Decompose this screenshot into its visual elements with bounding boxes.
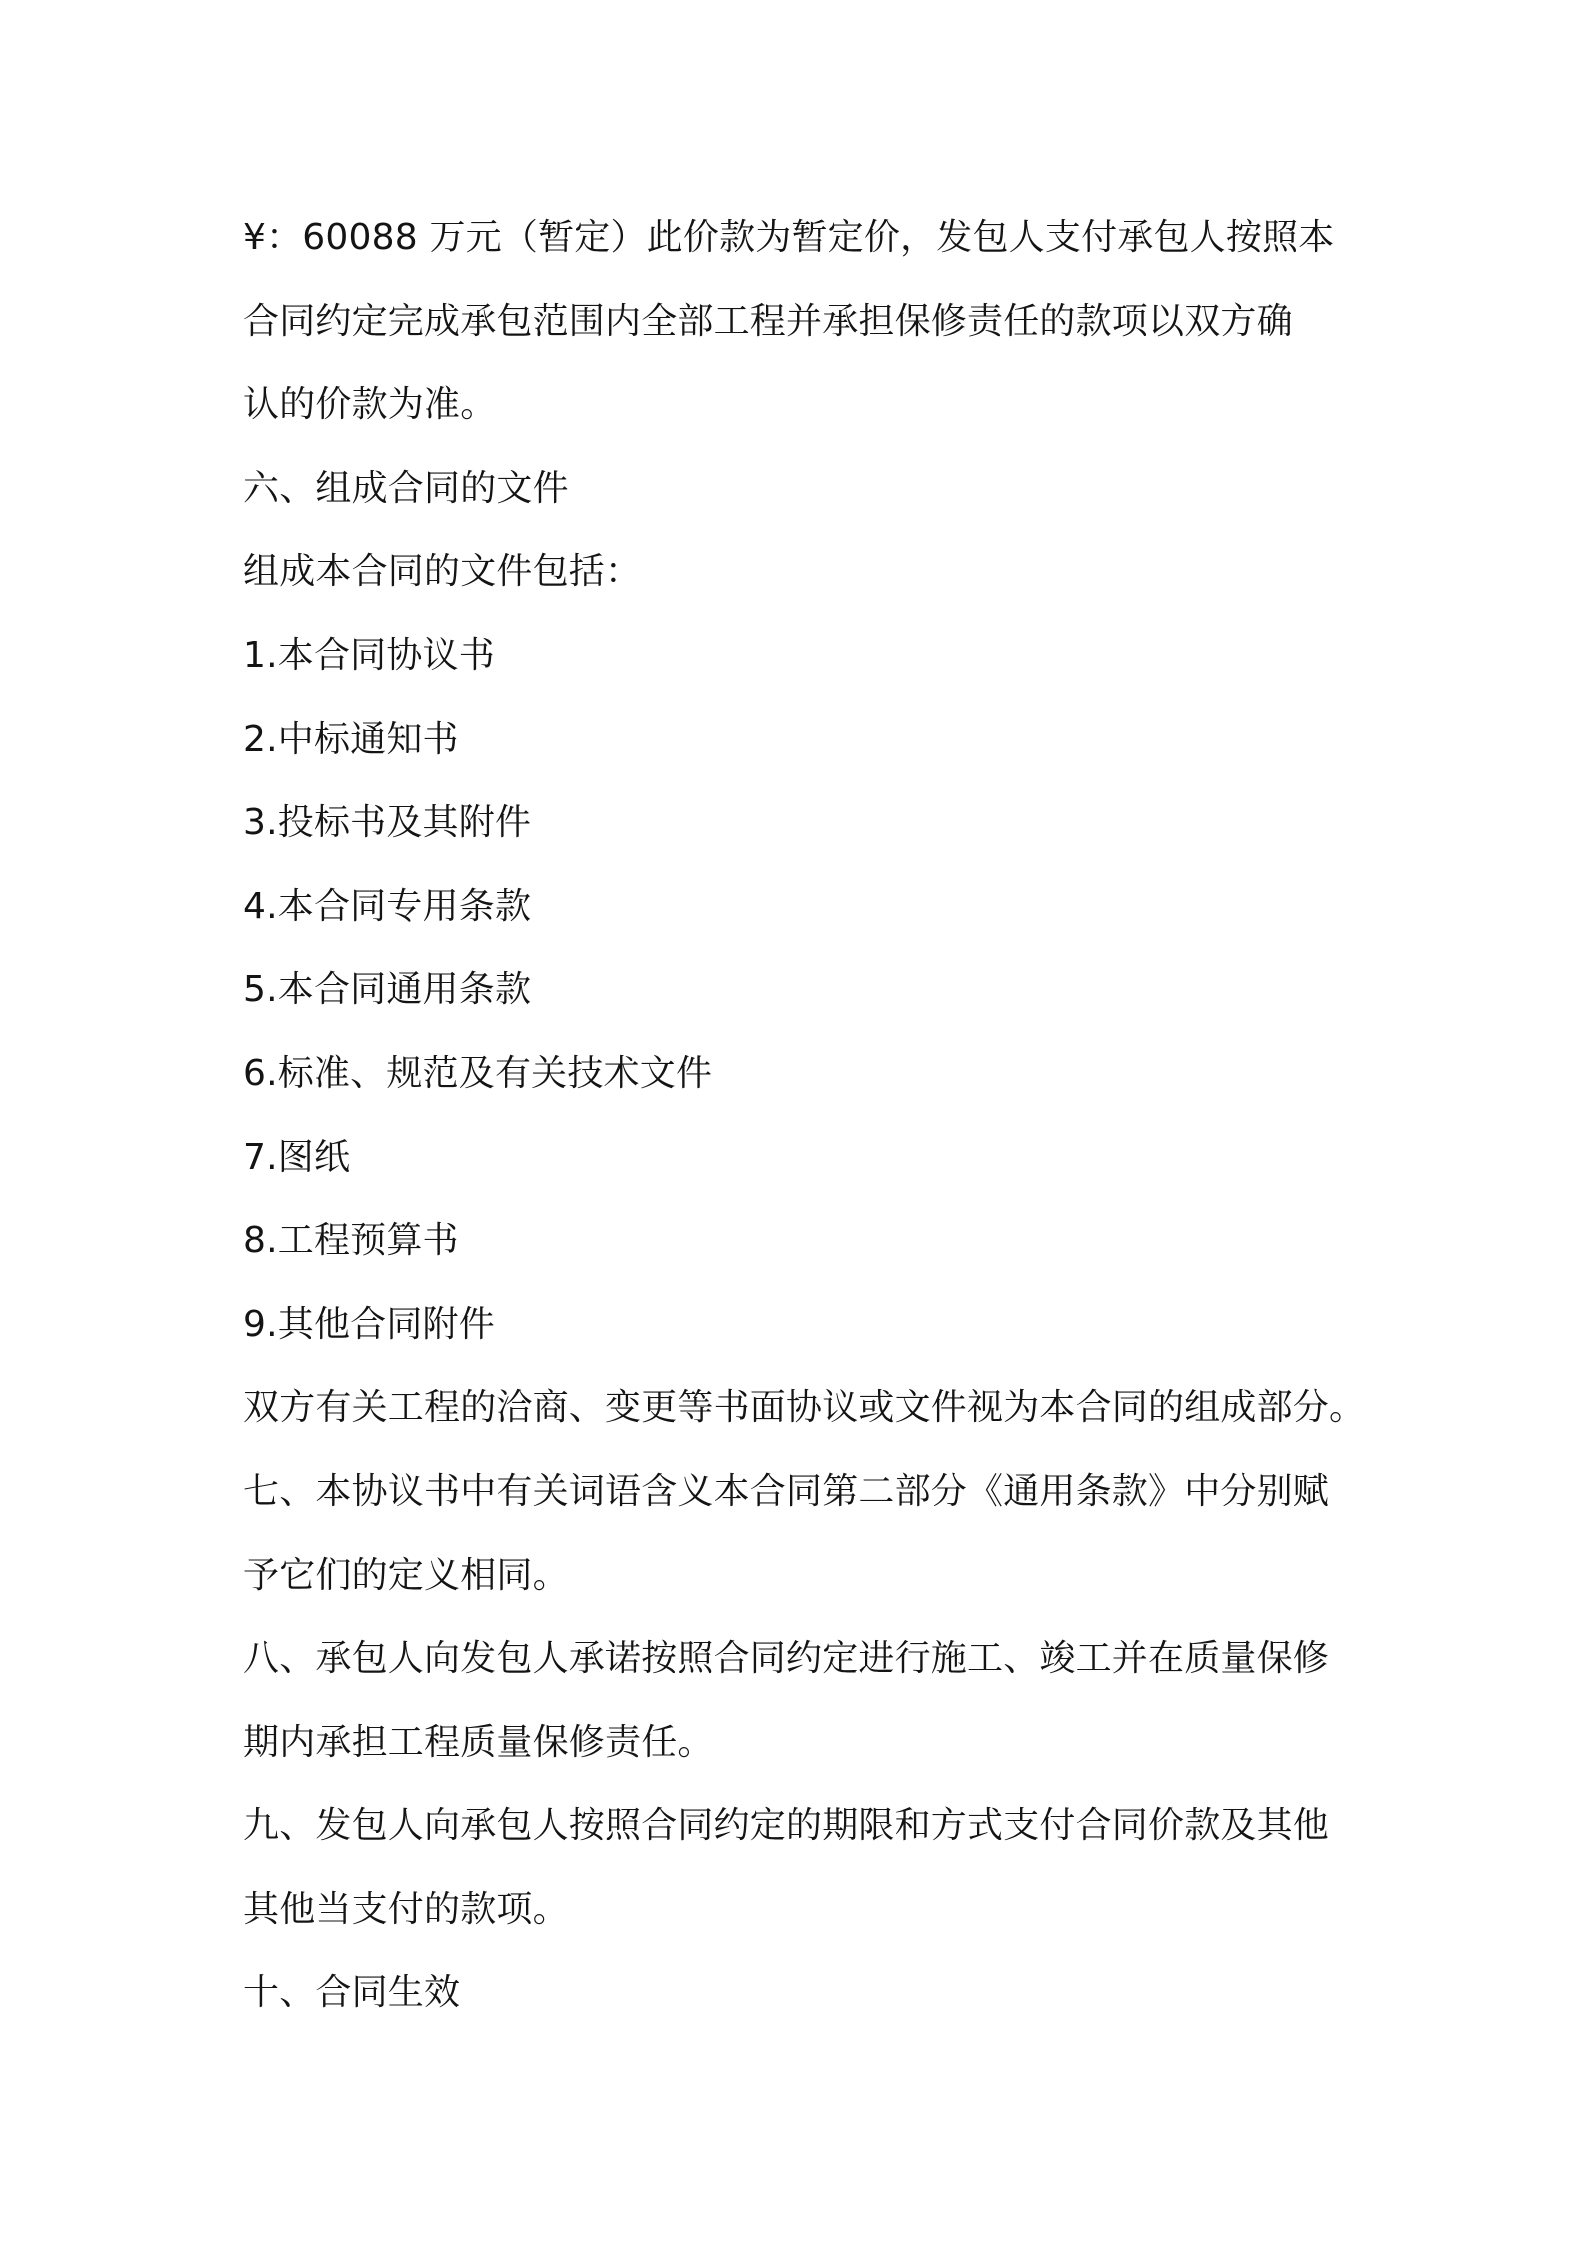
- list-item-5: 5.本合同通用条款: [243, 969, 532, 1011]
- section-heading-10: 十、合同生效: [243, 1972, 461, 2014]
- list-item-3: 3.投标书及其附件: [243, 802, 532, 844]
- section-7-line-2: 予它们的定义相同。: [243, 1554, 569, 1596]
- section-9-line-1: 九、发包人向承包人按照合同约定的期限和方式支付合同价款及其他: [243, 1805, 1330, 1847]
- section-7-line-1: 七、本协议书中有关词语含义本合同第二部分《通用条款》中分别赋: [243, 1470, 1330, 1512]
- list-item-1: 1.本合同协议书: [243, 634, 495, 676]
- list-item-7: 7.图纸: [243, 1136, 351, 1178]
- price-line-1: ¥：60088 万元（暂定）此价款为暂定价，发包人支付承包人按照本: [243, 217, 1335, 258]
- section-6-note: 双方有关工程的洽商、变更等书面协议或文件视为本合同的组成部分。: [243, 1387, 1366, 1429]
- section-6-intro: 组成本合同的文件包括：: [243, 551, 642, 593]
- list-item-8: 8.工程预算书: [243, 1220, 459, 1262]
- document-body: [243, 196, 1373, 2035]
- list-item-4: 4.本合同专用条款: [243, 885, 532, 927]
- section-8-line-2: 期内承担工程质量保修责任。: [243, 1721, 714, 1763]
- section-9-line-2: 其他当支付的款项。: [243, 1888, 569, 1930]
- price-line-2: 合同约定完成承包范围内全部工程并承担保修责任的款项以双方确: [243, 300, 1293, 342]
- list-item-6: 6.标准、规范及有关技术文件: [243, 1052, 713, 1094]
- price-line-3: 认的价款为准。: [243, 384, 497, 426]
- section-heading-6: 六、组成合同的文件: [243, 467, 569, 509]
- list-item-9: 9.其他合同附件: [243, 1303, 495, 1345]
- list-item-2: 2.中标通知书: [243, 718, 459, 760]
- section-8-line-1: 八、承包人向发包人承诺按照合同约定进行施工、竣工并在质量保修: [243, 1638, 1330, 1680]
